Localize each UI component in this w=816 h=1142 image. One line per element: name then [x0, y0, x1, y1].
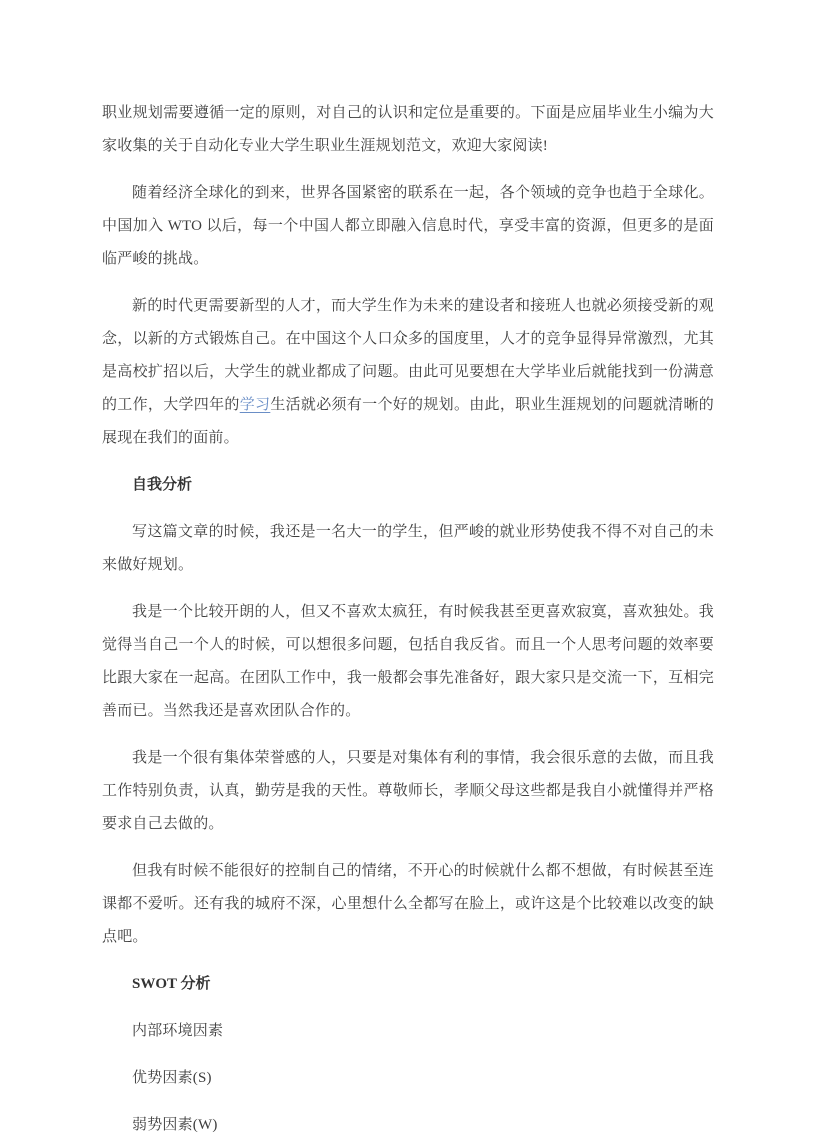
study-link[interactable]: 学习	[239, 397, 271, 413]
intro-paragraph: 职业规划需要遵循一定的原则，对自己的认识和定位是重要的。下面是应届毕业生小编为大家收集的关于自动化专业大学生职业生涯规划范文，欢迎大家阅读!	[102, 105, 714, 154]
paragraph-globalization: 随着经济全球化的到来，世界各国紧密的联系在一起，各个领域的竞争也趋于全球化。中国加入 WTO 以后，每一个中国人都立即融入信息时代，享受丰富的资源，但更多的是面临严峻的挑战。	[102, 185, 714, 267]
paragraph-new-era-text-before-link: 新的时代更需要新型的人才，而大学生作为未来的建设者和接班人也就必须接受新的观念，以新的方式锻炼自己。在中国这个人口众多的国度里，人才的竞争显得异常激烈，尤其是高校扩招以后，大学生的就业都成了问题。由此可见要想在大学毕业后就能找到一份满意的工作，大学四年的	[102, 298, 714, 413]
paragraph-personality: 我是一个比较开朗的人，但又不喜欢太疯狂，有时候我甚至更喜欢寂寞，喜欢独处。我觉得当自己一个人的时候，可以想很多问题，包括自我反省。而且一个人思考问题的效率要比跟大家在一起高。在团队工作中，我一般都会事先准备好，跟大家只是交流一下，互相完善而已。当然我还是喜欢团队合作的。	[102, 604, 714, 719]
heading-self-analysis: 自我分析	[132, 477, 193, 493]
paragraph-freshman: 写这篇文章的时候，我还是一名大一的学生，但严峻的就业形势使我不得不对自己的未来做好规划。	[102, 524, 714, 573]
item-strength-factors: 优势因素(S)	[132, 1070, 212, 1086]
heading-swot-analysis: SWOT 分析	[132, 976, 211, 992]
paragraph-collective-honor: 我是一个很有集体荣誉感的人，只要是对集体有利的事情，我会很乐意的去做，而且我工作特别负责，认真，勤劳是我的天性。尊敬师长，孝顺父母这些都是我自小就懂得并严格要求自己去做的。	[102, 750, 714, 832]
paragraph-new-era	[102, 290, 714, 455]
paragraph-emotion-weakness: 但我有时候不能很好的控制自己的情绪，不开心的时候就什么都不想做，有时候甚至连课都不爱听。还有我的城府不深，心里想什么全都写在脸上，或许这是个比较难以改变的缺点吧。	[102, 863, 714, 945]
paragraph-new-era-text-after-link: 生活就必须有一个好的规划。由此，职业生涯规划的问题就清晰的展现在我们的面前。	[102, 397, 714, 446]
item-weakness-factors: 弱势因素(W)	[132, 1117, 218, 1133]
item-internal-environment-factors: 内部环境因素	[132, 1023, 224, 1039]
